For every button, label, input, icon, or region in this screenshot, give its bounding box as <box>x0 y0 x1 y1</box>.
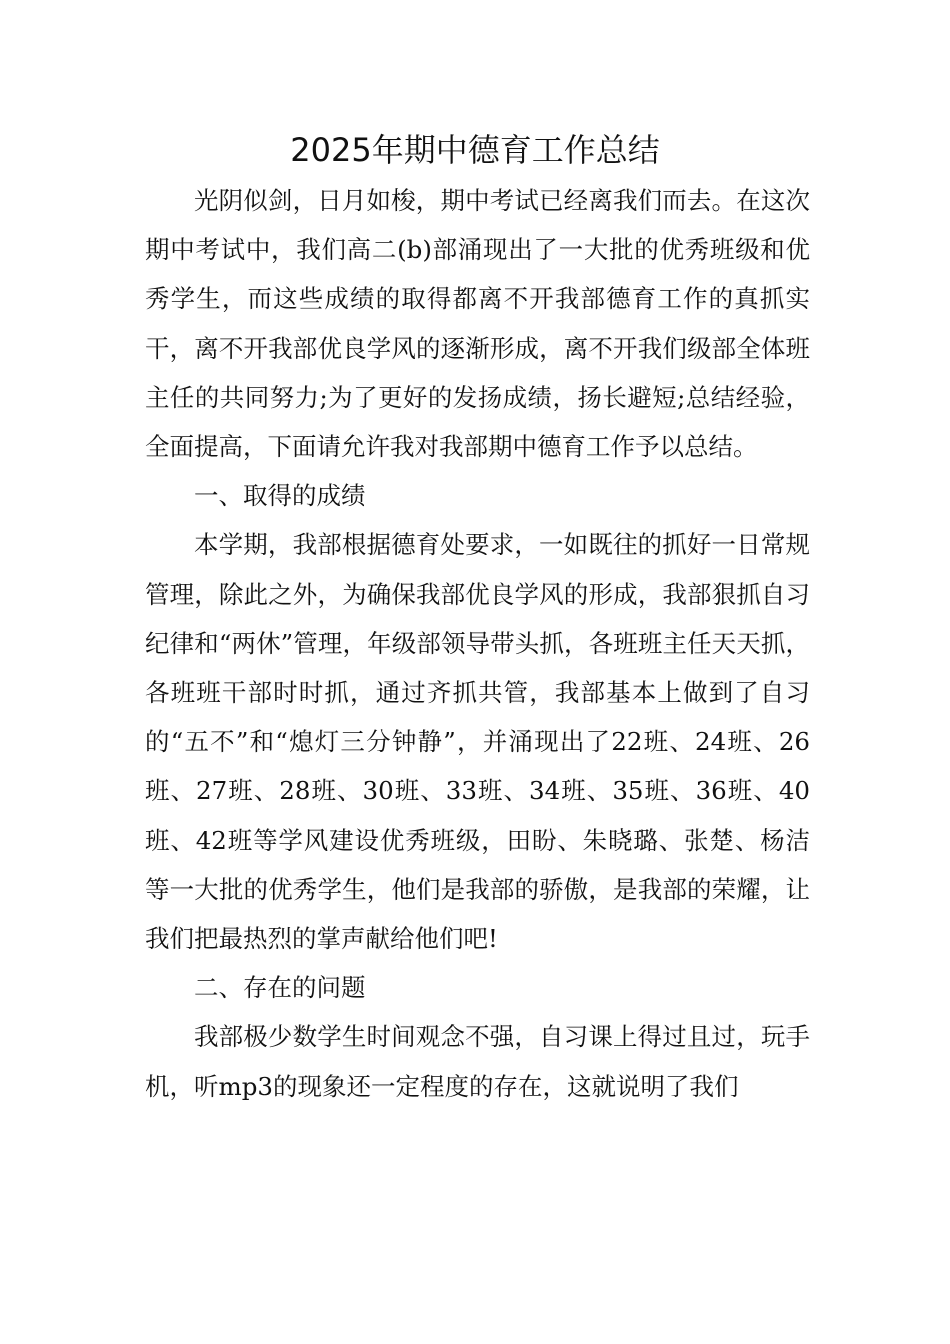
paragraph-achievements: 本学期，我部根据德育处要求，一如既往的抓好一日常规管理，除此之外，为确保我部优良学风的形成，我部狠抓自习纪律和“两休”管理，年级部领导带头抓，各班班主任天天抓，各班班干部时时抓，通过齐抓共管，我部基本上做到了自习的“五不”和“熄灯三分钟静”，并涌现出了22班、24班、26班、27班、28班、30班、33班、34班、35班、36班、40班、42班等学风建设优秀班级，田盼、朱晓璐、张楚、杨洁等一大批的优秀学生，他们是我部的骄傲，是我部的荣耀，让我们把最热烈的掌声献给他们吧! <box>145 530 810 954</box>
document-body <box>145 176 810 1111</box>
section-heading-problems: 二、存在的问题 <box>194 973 366 1003</box>
section-heading-achievements: 一、取得的成绩 <box>194 481 366 511</box>
document-title: 2025年期中德育工作总结 <box>290 131 660 169</box>
paragraph-intro: 光阴似剑，日月如梭，期中考试已经离我们而去。在这次期中考试中，我们高二(b)部涌现出了一大批的优秀班级和优秀学生，而这些成绩的取得都离不开我部德育工作的真抓实干，离不开我部优良学风的逐渐形成，离不开我们级部全体班主任的共同努力;为了更好的发扬成绩，扬长避短;总结经验，全面提高，下面请允许我对我部期中德育工作予以总结。 <box>145 186 810 462</box>
paragraph-problems: 我部极少数学生时间观念不强，自习课上得过且过，玩手机，听mp3的现象还一定程度的存在，这就说明了我们 <box>145 1022 810 1101</box>
